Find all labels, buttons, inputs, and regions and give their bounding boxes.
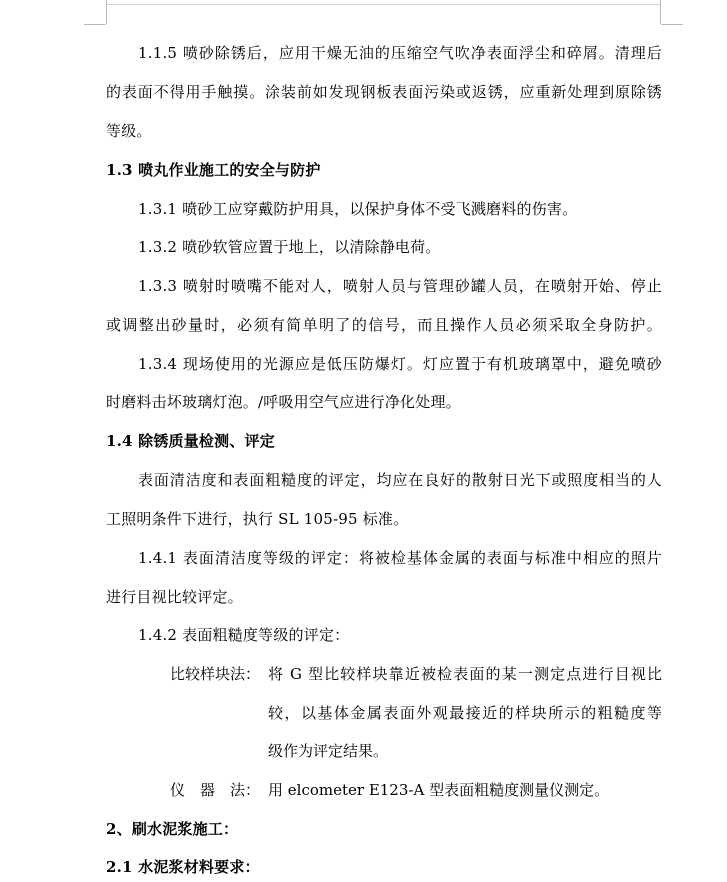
paragraph-1-4-line-1: 表面清洁度和表面粗糙度的评定，均应在良好的散射日光下或照度相当的人 [138, 471, 662, 489]
method-comparison-text-line-2: 较，以基体金属表面外观最接近的样块所示的粗糙度等 [268, 704, 662, 722]
crop-mark-left-horizontal [84, 24, 106, 25]
paragraph-1-1-5-line-2: 的表面不得用手触摸。涂装前如发现钢板表面污染或返锈，应重新处理到原除锈 [106, 83, 662, 101]
heading-1-3: 1.3 喷丸作业施工的安全与防护 [106, 161, 321, 179]
crop-mark-left-vertical [106, 0, 107, 24]
paragraph-1-1-5-line-1: 1.1.5 喷砂除锈后，应用干燥无油的压缩空气吹净表面浮尘和碎屑。清理后 [138, 44, 662, 62]
crop-mark-right-vertical [660, 0, 661, 24]
paragraph-1-4-line-2: 工照明条件下进行，执行 SL 105-95 标准。 [106, 510, 409, 528]
method-instrument-term: 仪 器 法： [170, 781, 261, 799]
paragraph-1-1-5-line-3: 等级。 [106, 122, 152, 140]
method-comparison-term: 比较样块法： [170, 665, 261, 683]
heading-2: 2、刷水泥浆施工： [106, 820, 239, 838]
paragraph-1-3-4-line-2: 时磨料击坏玻璃灯泡。/呼吸用空气应进行净化处理。 [106, 393, 461, 411]
page-top-border [106, 4, 661, 5]
crop-mark-right-horizontal [661, 24, 683, 25]
paragraph-1-3-1: 1.3.1 喷砂工应穿戴防护用具，以保护身体不受飞溅磨料的伤害。 [138, 200, 578, 218]
method-comparison-text-line-3: 级作为评定结果。 [268, 742, 389, 760]
paragraph-1-4-1-line-1: 1.4.1 表面清洁度等级的评定：将被检基体金属的表面与标准中相应的照片 [138, 549, 662, 567]
heading-1-4: 1.4 除锈质量检测、评定 [106, 432, 275, 450]
paragraph-1-4-2: 1.4.2 表面粗糙度等级的评定： [138, 626, 350, 644]
method-instrument-text: 用 elcometer E123-A 型表面粗糙度测量仪测定。 [268, 781, 610, 799]
paragraph-1-3-3-line-1: 1.3.3 喷射时喷嘴不能对人，喷射人员与管理砂罐人员，在喷射开始、停止 [138, 277, 662, 295]
paragraph-1-3-2: 1.3.2 喷砂软管应置于地上，以清除静电荷。 [138, 238, 441, 256]
paragraph-1-3-4-line-1: 1.3.4 现场使用的光源应是低压防爆灯。灯应置于有机玻璃罩中，避免喷砂 [138, 355, 662, 373]
heading-2-1: 2.1 水泥浆材料要求： [106, 858, 260, 876]
method-comparison-text-line-1: 将 G 型比较样块靠近被检表面的某一测定点进行目视比 [268, 665, 662, 683]
paragraph-1-4-1-line-2: 进行目视比较评定。 [106, 588, 243, 606]
paragraph-1-3-3-line-2: 或调整出砂量时，必须有简单明了的信号，而且操作人员必须采取全身防护。 [106, 316, 662, 334]
